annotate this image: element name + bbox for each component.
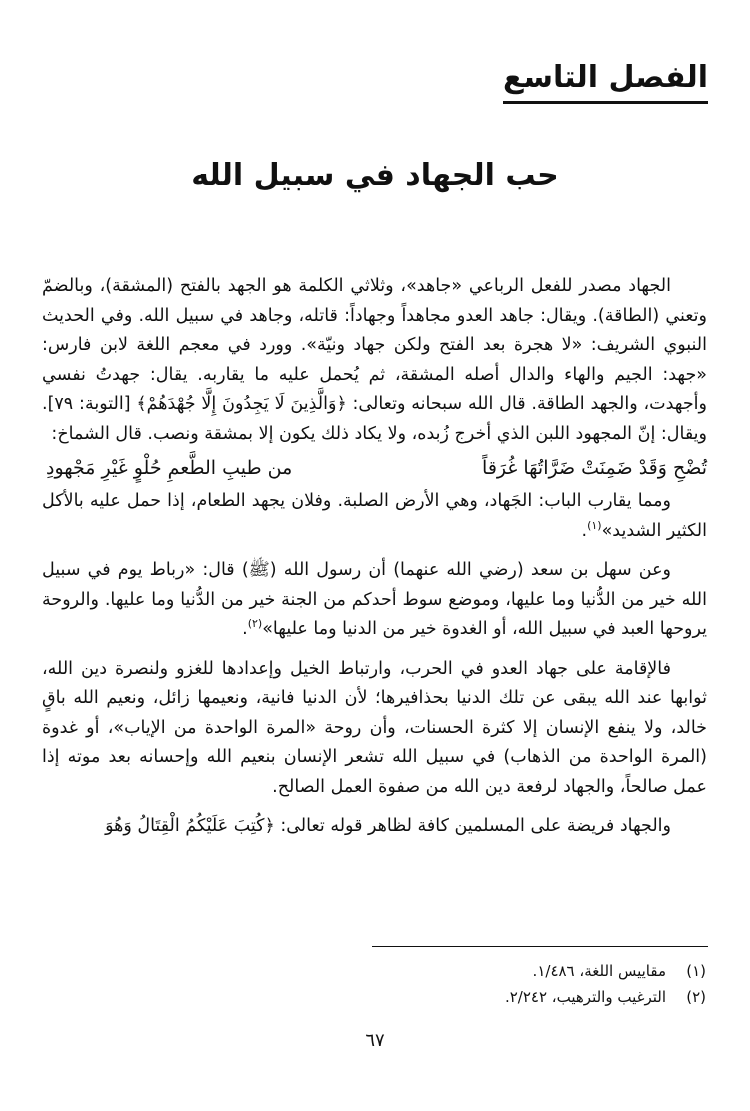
paragraph: والجهاد فريضة على المسلمين كافة لظاهر قوله تعالى: ﴿كُتِبَ عَلَيْكُمُ الْقِتَالُ وَهُوَ <box>105 816 671 836</box>
footnote-ref: (١) <box>587 518 602 532</box>
paragraph: وعن سهل بن سعد (رضي الله عنهما) أن رسول الله (ﷺ) قال: «رباط يوم في سبيل الله خير من الدُّنيا وما عليها، وموضع سوط أحدكم من الجنة خير من الدُّنيا وما عليها. والروحة يروحها العبد في سبيل الله، أو الغدوة خير من الدنيا وما عليها»$^{(٢)}$. <box>42 560 707 639</box>
footnote-ref: (٢) <box>247 617 263 631</box>
poem-hemistich-1: تُضْحِ وَقَدْ ضَمِنَتْ ضَرَّاتُهَا غُرَقاً <box>482 457 707 479</box>
paragraph: فالإقامة على جهاد العدو في الحرب، وارتباط الخيل وإعدادها للغزو ولنصرة دين الله، ثوابها عند الله يبقى عن تلك الدنيا بحذافيرها؛ لأن الدنيا فانية، ونعيمها زائل، ونعيم الله باقٍ خالد، ولا ينفع الإنسان إلا كثرة الحسنات، وأن روحة «المرة الواحدة من الإياب»، أو غدوة (المرة الواحدة من الذهاب) في سبيل الله تشعر الإنسان بنعيم الله وإحسانه بعد موته إذا عمل صالحاً، والجهاد لرفعة دين الله من صفوة العمل الصالح. <box>42 658 707 797</box>
chapter-underline <box>503 101 708 104</box>
footnote-separator <box>372 946 708 947</box>
page-title: حب الجهاد في سبيل الله <box>191 158 559 193</box>
footnote-item: (١) مقاييس اللغة، ١/٤٨٦. <box>532 962 706 980</box>
page-number: ٦٧ <box>365 1030 385 1051</box>
paragraph: الجهاد مصدر للفعل الرباعي «جاهد»، وثلاثي الكلمة هو الجهد بالفتح (المشقة)، وبالضمّ وتعني (الطاقة). ويقال: جاهد العدو مجاهداً وجهاداً: قاتله، وجاهد في سبيل الله. وفي الحديث النبوي الشريف: «لا هجرة بعد الفتح ولكن جهاد ونيّة». وورد في معجم اللغة لابن فارس: «جهد: الجيم والهاء والدال أصله المشقة، ثم يُحمل عليه ما يقاربه. يقال: جهدتُ نفسي وأجهدت، والجهد الطاقة. قال الله سبحانه وتعالى: ﴿وَالَّذِينَ لَا يَجِدُونَ إِلَّا جُهْدَهُمْ﴾ [التوبة: ٧٩]. ويقال: إنّ المجهود اللبن الذي أخرج زُبده، ولا يكاد ذلك يكون إلا بمشقة ونصب. قال الشماخ: <box>42 276 707 444</box>
footnote-item: (٢) الترغيب والترهيب، ٢/٢٤٢. <box>504 988 706 1006</box>
footnotes <box>66 958 706 1010</box>
chapter-heading: الفصل التاسع <box>503 58 708 98</box>
poem-verse <box>42 449 707 487</box>
poem-hemistich-2: من طيبِ الطَّعمِ حُلْوٍ غَيْرِ مَجْهودِ <box>46 457 293 479</box>
body-text <box>42 272 707 842</box>
paragraph: ومما يقارب الباب: الجَهاد، وهي الأرض الصلبة. وفلان يجهد الطعام، إذا حمل عليه بالأكل الكثير الشديد»$^{(١)}$. <box>42 491 707 541</box>
